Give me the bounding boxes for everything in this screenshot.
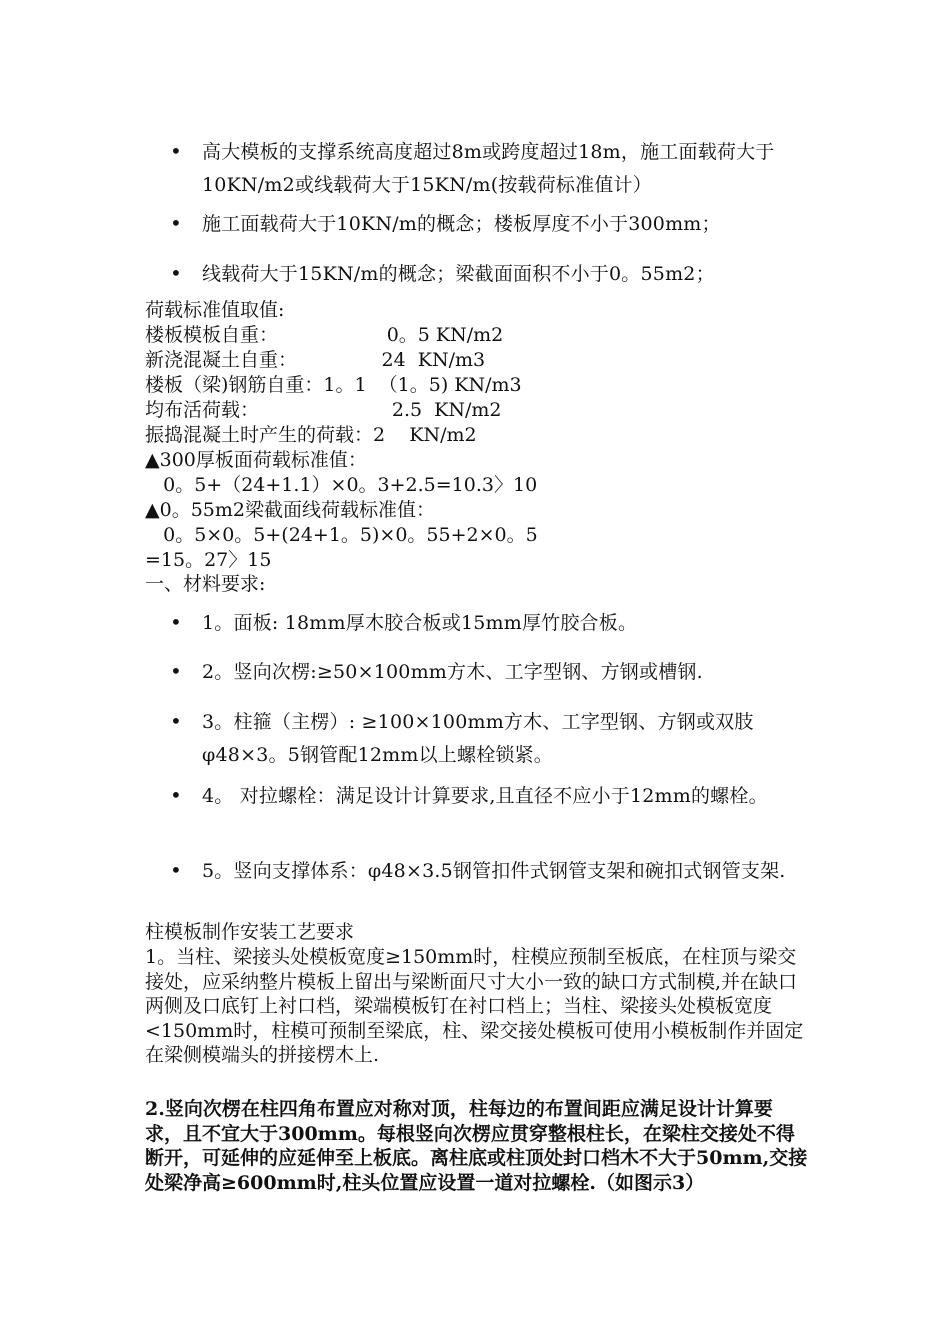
list-item-text: 4。 对拉螺栓：满足设计计算要求,且直径不应小于12mm的螺栓。 (202, 785, 768, 807)
bullet-icon: • (170, 709, 182, 733)
list-item-text: 1。面板: 18mm厚木胶合板或15mm厚竹胶合板。 (202, 612, 638, 634)
bullet-icon: • (170, 610, 182, 634)
bullet-icon: • (170, 261, 182, 285)
list-item-text: 2。竖向次楞:≥50×100mm方木、工字型钢、方钢或槽钢. (202, 661, 703, 683)
load-line: ▲0。55m2梁截面线荷载标准值： (145, 499, 435, 521)
list-item-text: 施工面载荷大于10KN/m的概念；楼板厚度不小于300mm； (202, 213, 721, 235)
list-item-text: 线载荷大于15KN/m的概念；梁截面面积不小于0。55m2； (202, 263, 715, 285)
bullet-icon: • (170, 139, 182, 163)
load-line: 楼板（梁)钢筋自重：1。1 （1。5) KN/m3 (145, 374, 522, 396)
load-line: ▲300厚板面荷载标准值： (145, 449, 367, 471)
load-line: 振捣混凝土时产生的荷载：2 KN/m2 (145, 424, 477, 446)
load-heading: 荷载标准值取值: (145, 299, 285, 321)
load-line: 楼板模板自重： 0。5 KN/m2 (145, 324, 504, 346)
bullet-icon: • (170, 659, 182, 683)
bullet-icon: • (170, 858, 182, 882)
paragraph-bold: 2.竖向次楞在柱四角布置应对称对顶，柱每边的布置间距应满足设计计算要求，且不宜大于300mm。每根竖向次楞应贯穿整根柱长，在梁柱交接处不得断开，可延伸的应延伸至上板底。离柱底或柱顶处封口档木不大于50mm,交接处梁净高≥600mm时,柱头位置应设置一道对拉螺栓.（如图示3） (145, 1098, 808, 1194)
load-line: 0。5×0。5+(24+1。5)×0。55+2×0。5 (145, 524, 538, 546)
list-item-text: 高大模板的支撑系统高度超过8m或跨度超过18m，施工面载荷大于10KN/m2或线载荷大于15KN/m(按载荷标准值计） (202, 141, 775, 196)
section-title: 柱模板制作安装工艺要求 (145, 921, 355, 943)
load-line: =15。27〉15 (145, 549, 272, 571)
paragraph: 1。当柱、梁接头处模板宽度≥150mm时，柱模应预制至板底，在柱顶与梁交接处，应采纳整片模板上留出与梁断面尺寸大小一致的缺口方式制模,并在缺口两侧及口底钉上衬口档，梁端模板钉在衬口档上；当柱、梁接头处模板宽度<150mm时，柱模可预制至梁底，柱、梁交接处模板可使用小模板制作并固定在梁侧模端头的拼接楞木上. (145, 946, 804, 1066)
bullet-icon: • (170, 783, 182, 807)
load-line: 均布活荷载： 2.5 KN/m2 (145, 399, 502, 421)
section-heading: 一、材料要求: (145, 573, 266, 595)
bullet-icon: • (170, 211, 182, 235)
list-item-text: 5。竖向支撑体系：φ48×3.5钢管扣件式钢管支架和碗扣式钢管支架. (202, 860, 786, 882)
load-line: 0。5+（24+1.1）×0。3+2.5=10.3〉10 (145, 474, 538, 496)
list-item-text: 3。柱箍（主楞）: ≥100×100mm方木、工字型钢、方钢或双肢φ48×3。5钢管配12mm以上螺栓锁紧。 (202, 711, 754, 766)
load-line: 新浇混凝土自重： 24 KN/m3 (145, 349, 486, 371)
